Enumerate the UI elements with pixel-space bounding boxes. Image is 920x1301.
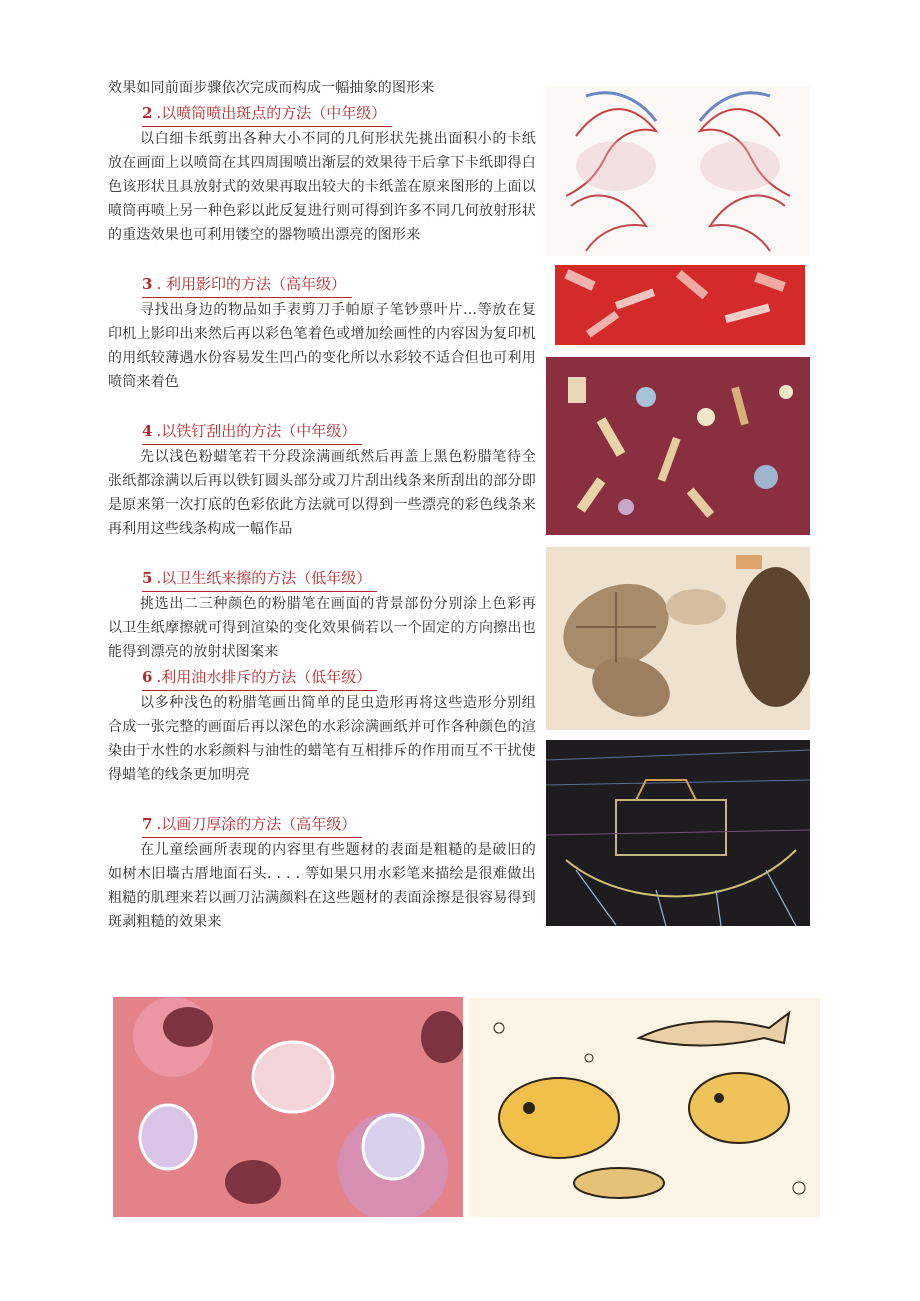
section-heading: [142, 811, 362, 838]
spray-artwork-image: [546, 86, 810, 256]
red-spray-strip-image: [555, 265, 805, 345]
section-number: 5: [142, 569, 153, 587]
photocopy-objects-image: [546, 357, 810, 535]
section-heading: [142, 565, 377, 592]
section-body: 寻找出身边的物品如手表剪刀手帕原子笔钞票叶片…等放在复印机上影印出来然后再以彩色笔着色或增加绘画性的内容因为复印机的用纸较薄遇水份容易发生凹凸的变化所以水彩较不适合但也可利用喷筒来着色: [108, 302, 536, 390]
section-number: 3: [142, 275, 153, 293]
section-title: .以画刀厚涂的方法（高年级）: [156, 815, 357, 833]
section-heading: [142, 100, 392, 127]
section-title: .以卫生纸来擦的方法（低年级）: [156, 569, 372, 587]
section-body: 在儿童绘画所表现的内容里有些题材的表面是粗糙的是破旧的如树木旧墙古厝地面石头. . . . 等如果只用水彩笔来描绘是很难做出粗糙的肌理来若以画刀沾满颜料在这些题材的表面涂擦是很容易得到斑剥粗糙的效果来: [108, 842, 536, 930]
leaf-rubbing-image: [546, 547, 810, 730]
section-4: [108, 418, 536, 541]
section-5: [108, 565, 536, 664]
section-heading: [142, 418, 362, 445]
scratch-art-image: [546, 740, 810, 926]
section-number: 7: [142, 815, 153, 833]
section-3: [108, 271, 536, 394]
section-title: . 利用影印的方法（高年级）: [156, 275, 346, 293]
section-body: 先以浅色粉蜡笔若干分段涂满画纸然后再盖上黑色粉腊笔待全张纸都涂满以后再以铁钉圆头部分或刀片刮出线条来所刮出的部分即是原来第一次打底的色彩依此方法就可以得到一些漂亮的彩色线条来再利用这些线条构成一幅作品: [108, 449, 536, 537]
section-2: [108, 100, 536, 247]
section-title: .以铁钉刮出的方法（中年级）: [156, 422, 357, 440]
section-title: .以喷筒喷出斑点的方法（中年级）: [156, 104, 387, 122]
section-heading: [142, 271, 352, 298]
section-heading: [142, 664, 377, 691]
section-body: 以多种浅色的粉腊笔画出简单的昆虫造形再将这些造形分别组合成一张完整的画面后再以深色的水彩涂满画纸并可作各种颜色的渲染由于水性的水彩颜料与油性的蜡笔有互相排斥的作用而互不干扰使得蜡笔的线条更加明亮: [108, 695, 536, 783]
section-number: 6: [142, 668, 153, 686]
section-7: [108, 811, 536, 934]
ladybug-resist-image: [113, 997, 463, 1217]
section-body: 以白细卡纸剪出各种大小不同的几何形状先挑出面积小的卡纸放在画面上以喷筒在其四周围喷出渐层的效果待干后拿下卡纸即得白色该形状且具放射式的效果再取出较大的卡纸盖在原来图形的上面以喷筒再喷上另一种色彩以此反复进行则可得到许多不同几何放射形状的重迭效果也可利用镂空的器物喷出漂亮的图形来: [108, 131, 536, 243]
section-number: 4: [142, 422, 153, 440]
section-body: 挑选出二三种颜色的粉腊笔在画面的背景部份分别涂上色彩再以卫生纸摩擦就可得到渲染的变化效果倘若以一个固定的方向擦出也能得到漂亮的放射状图案来: [108, 596, 536, 660]
section-number: 2: [142, 104, 153, 122]
article-text: [108, 76, 536, 934]
section-6: [108, 664, 536, 787]
intro-line: 效果如同前面步骤依次完成而构成一幅抽象的图形来: [108, 80, 435, 96]
fish-palette-knife-image: [469, 998, 820, 1217]
section-title: .利用油水排斥的方法（低年级）: [156, 668, 372, 686]
